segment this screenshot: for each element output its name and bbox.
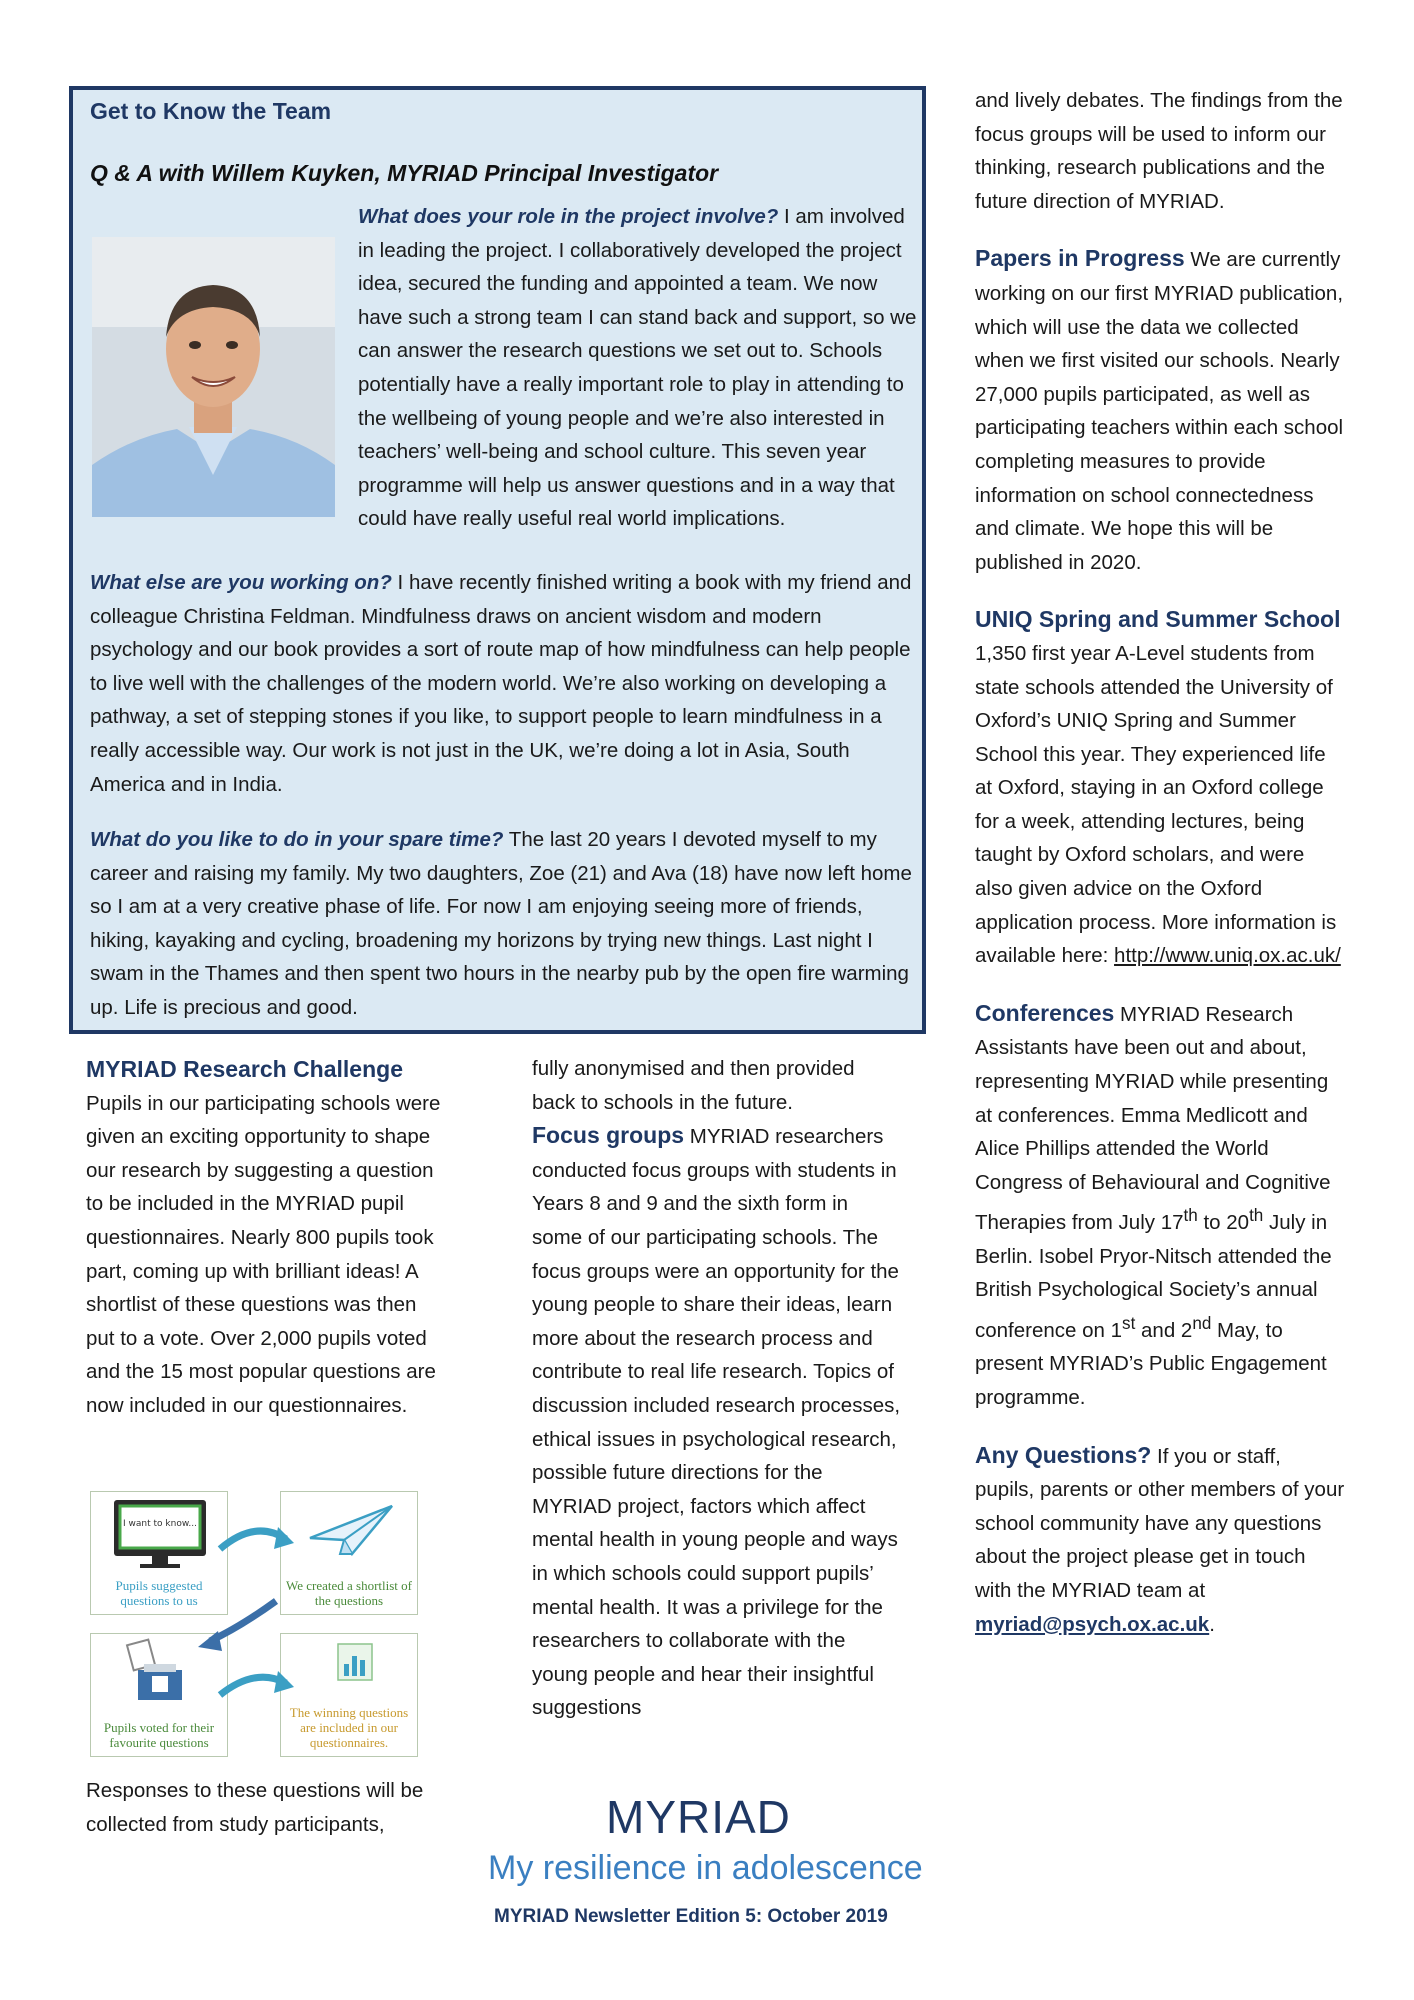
conf-text-5: May, to present MYRIAD’s Public Engagement programme.: [975, 1318, 1327, 1410]
focus-groups-heading: Focus groups: [532, 1122, 685, 1149]
monitor-screen-text: I want to know...: [122, 1519, 197, 1529]
uniq-section: [975, 603, 1345, 973]
newsletter-edition: MYRIAD Newsletter Edition 5: October 2019: [494, 1906, 888, 1927]
flow-arrows: [90, 1491, 420, 1759]
uniq-heading: UNIQ Spring and Summer School: [975, 606, 1341, 633]
portrait-illustration: [92, 237, 335, 517]
research-challenge-text: Pupils in our participating schools were given an exciting opportunity to shape our research by suggesting a question to be included in the MYRIAD pupil questionnaires. Nearly 800 pupils took part, coming up with brilliant ideas! A shortlist of these questions was then put to a vote. Over 2,000 pupils voted and the 15 most popular questions are now included in our questionnaires.: [86, 1091, 441, 1417]
middle-column: [532, 1052, 902, 1725]
step-vote-caption: Pupils voted for their favourite questions: [103, 1720, 215, 1750]
conferences-section: [975, 997, 1345, 1415]
conf-sup-3: st: [1122, 1314, 1136, 1334]
portrait-photo: [92, 237, 335, 517]
spare-time-answer-text: The last 20 years I devoted myself to my career and raising my family. My two daughters, Zoe (21) and Ava (18) have now left home so I am at a very creative phase of life. For now I am enjoying seeing more of friends, hiking, kayaking and cycling, broadening my horizons by trying new things. Last night I swam in the Thames and then spent two hours in the nearby pub by the open fire warming up. Life is precious and good.: [90, 828, 912, 1019]
myriad-logo: MYRIAD: [606, 1791, 791, 1843]
challenge-continued: fully anonymised and then provided back to schools in the future.: [532, 1057, 855, 1114]
role-answer-text: I am involved in leading the project. I collaboratively developed the project idea, secured the funding and appointed a team. We now have such a strong team I can stand back and support, so we can answer the research questions we set out to. Schools potentially have a really important role to play in attending to the wellbeing of young people and we’re also interested in teachers’ well-being and school culture. This seven year programme will help us answer questions and in a way that could have really useful real world implications.: [358, 205, 917, 531]
conf-text-4: and 2: [1135, 1318, 1193, 1342]
conf-text-2: to 20: [1197, 1211, 1250, 1235]
qa-title: Q & A with Willem Kuyken, MYRIAD Principal Investigator: [90, 160, 719, 186]
papers-heading: Papers in Progress: [975, 245, 1185, 272]
conf-text-3: July in Berlin. Isobel Pryor-Nitsch attended the British Psychological Society’s annual conference on 1: [975, 1211, 1332, 1342]
spare-time-answer: [90, 823, 918, 1025]
responses-text: Responses to these questions will be collected from study participants,: [86, 1779, 424, 1836]
other-work-answer: [90, 566, 918, 801]
focus-groups-section: [532, 1119, 902, 1725]
focus-groups-text: MYRIAD researchers conducted focus groups with students in Years 8 and 9 and the sixth form in some of our participating schools. The focus groups were an opportunity for the young people to share their ideas, learn more about the research process and contribute to real life research. Topics of discussion included research processes, ethical issues in psychological research, possible future directions for the MYRIAD project, factors which affect mental health in young people and ways in which schools could support pupils’ mental health. It was a privilege for the researchers to collaborate with the young people and hear their insightful suggestions: [532, 1125, 901, 1720]
questions-section: [975, 1439, 1345, 1642]
conf-sup-2: th: [1249, 1206, 1264, 1226]
uniq-body: 1,350 first year A-Level students from state schools attended the University of Oxford’s UNIQ Spring and Summer School this year. They experienced life at Oxford, staying in an Oxford college for a week, attending lectures, being taught by Oxford scholars, and were also given advice on the Oxford application process. More information is available here:: [975, 641, 1337, 968]
questions-heading: Any Questions?: [975, 1441, 1152, 1468]
conferences-heading: Conferences: [975, 999, 1115, 1026]
questions-text: If you or staff, pupils, parents or other members of your school community have any questions about the project please get in touch with the MYRIAD team at: [975, 1444, 1345, 1602]
research-challenge-infographic: [90, 1491, 420, 1759]
other-work-question: What else are you working on?: [90, 571, 392, 594]
conf-sup-4: nd: [1192, 1314, 1212, 1334]
conf-text-1: MYRIAD Research Assistants have been out and about, representing MYRIAD while presenting at conferences. Emma Medlicott and Alice Phillips attended the World Congress of Behavioural and Cognitive Therapies from July 17: [975, 1002, 1331, 1235]
research-challenge-section: [86, 1053, 446, 1423]
role-question: What does your role in the project involve?: [358, 205, 779, 228]
email-link[interactable]: myriad@psych.ox.ac.uk: [975, 1612, 1210, 1636]
right-column: [975, 84, 1345, 1665]
conf-sup-1: th: [1183, 1206, 1198, 1226]
role-answer: [358, 200, 918, 552]
team-box-title: Get to Know the Team: [90, 98, 332, 124]
focus-groups-continued: and lively debates. The findings from the focus groups will be used to inform our thinking, research publications and the future direction of MYRIAD.: [975, 89, 1343, 213]
uniq-text: [975, 637, 1345, 973]
other-work-answer-text: I have recently finished writing a book with my friend and colleague Christina Feldman. Mindfulness draws on ancient wisdom and modern psychology and our book provides a sort of route map of how mindfulness can help people to live well with the challenges of the modern world. We’re also working on developing a pathway, a set of stepping stones if you like, to support people to learn mindfulness in a really accessible way. Our work is not just in the UK, we’re doing a lot in Asia, South America and in India.: [90, 571, 912, 796]
spare-time-question: What do you like to do in your spare time?: [90, 828, 504, 851]
questions-end: .: [1209, 1612, 1215, 1636]
papers-text: We are currently working on our first MYRIAD publication, which will use the data we collected when we first visited our schools. Nearly 27,000 pupils participated, as well as participating teachers within each school completing measures to provide information on school connectedness and climate. We hope this will be published in 2020.: [975, 248, 1344, 574]
step-winning-caption: The winning questions are included in our questionnaires.: [289, 1705, 409, 1750]
research-challenge-heading: MYRIAD Research Challenge: [86, 1056, 403, 1082]
papers-section: [975, 242, 1345, 579]
step-suggest-caption: Pupils suggested questions to us: [115, 1578, 203, 1608]
logo-tagline: My resilience in adolescence: [488, 1849, 923, 1887]
step-shortlist-caption: We created a shortlist of the questions: [285, 1578, 412, 1608]
responses-text-block: [86, 1774, 446, 1841]
uniq-link[interactable]: http://www.uniq.ox.ac.uk/: [1114, 944, 1341, 968]
